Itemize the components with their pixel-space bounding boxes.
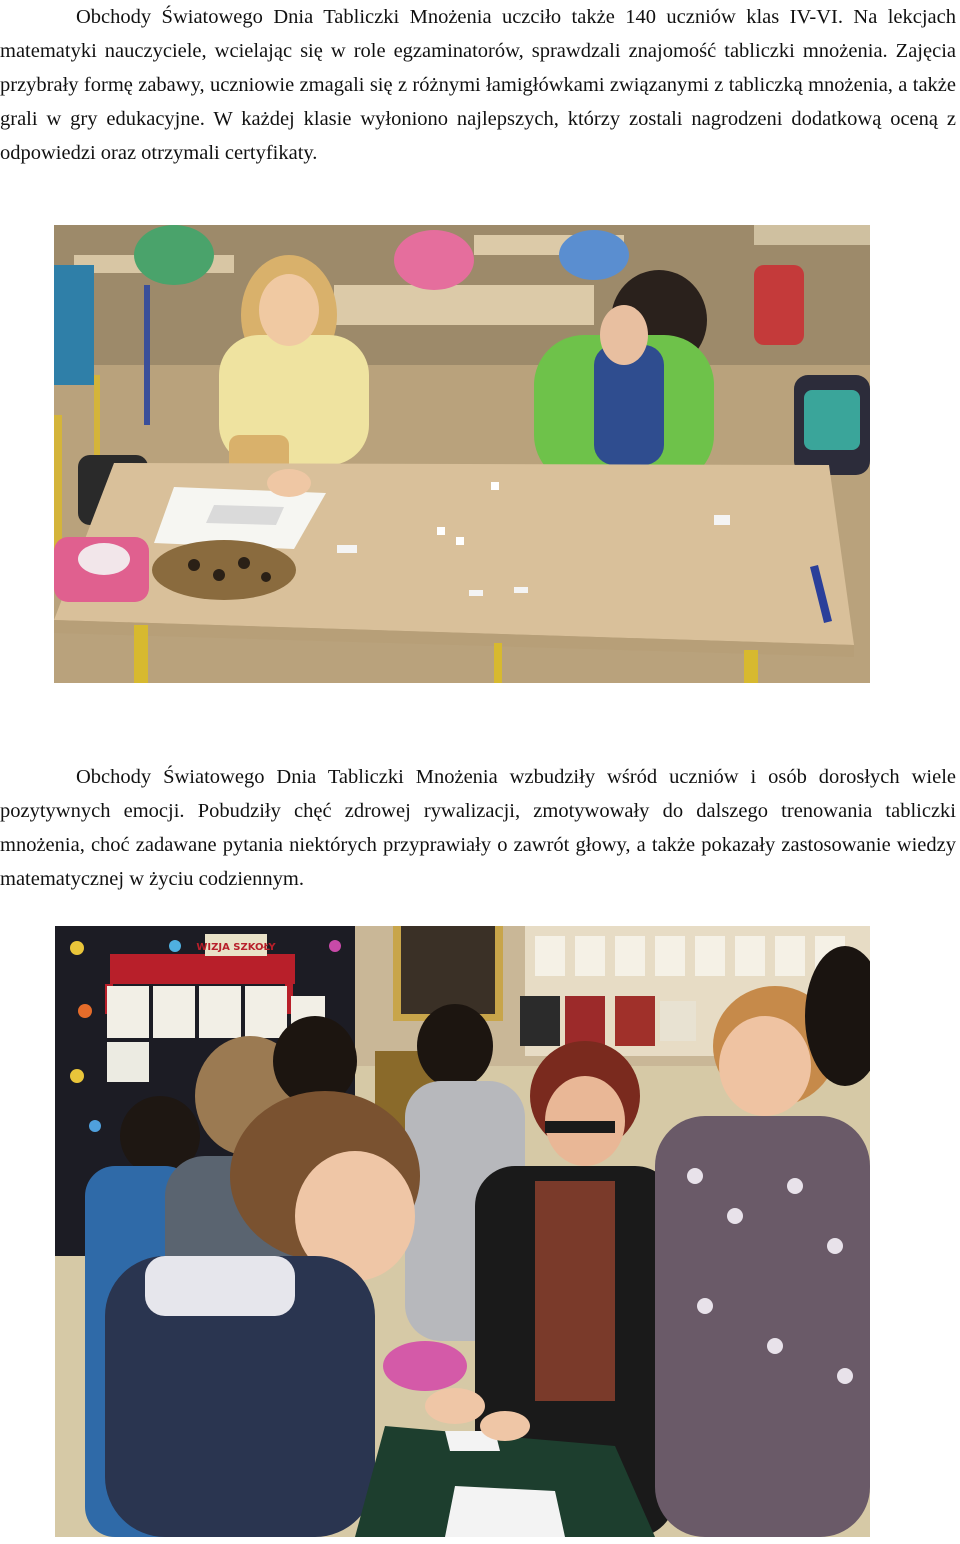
paragraph-summary: Obchody Światowego Dnia Tabliczki Mnożenia wzbudziły wśród uczniów i osób dorosłych wiele pozytywnych emocji. Pobudziły chęć zdrowej rywalizacji, zmotywowały do dalszego trenowania tabliczki mnożenia, choć zadawane pytania niektórych przyprawiały o zawrót głowy, a także pokazały zastosowanie wiedzy matematycznej w życiu codziennym. <box>0 766 956 890</box>
hallway-photo <box>55 926 870 1537</box>
hallway-photo-illustration <box>55 926 870 1537</box>
paragraph-intro: Obchody Światowego Dnia Tabliczki Mnożenia uczciło także 140 uczniów klas IV-VI. Na lekcjach matematyki nauczyciele, wcielając się w role egzaminatorów, sprawdzali znajomość tabliczki mnożenia. Zajęcia przybrały formę zabawy, uczniowie zmagali się z różnymi łamigłówkami związanymi z tabliczką mnożenia, a także grali w gry edukacyjne. W każdej klasie wyłoniono najlepszych, którzy zostali nagrodzeni dodatkową oceną z odpowiedzi oraz otrzymali certyfikaty. <box>0 6 956 164</box>
classroom-photo <box>54 225 870 683</box>
board-sign: WIZJA SZKOŁY <box>196 942 276 953</box>
classroom-photo-illustration <box>54 225 870 683</box>
